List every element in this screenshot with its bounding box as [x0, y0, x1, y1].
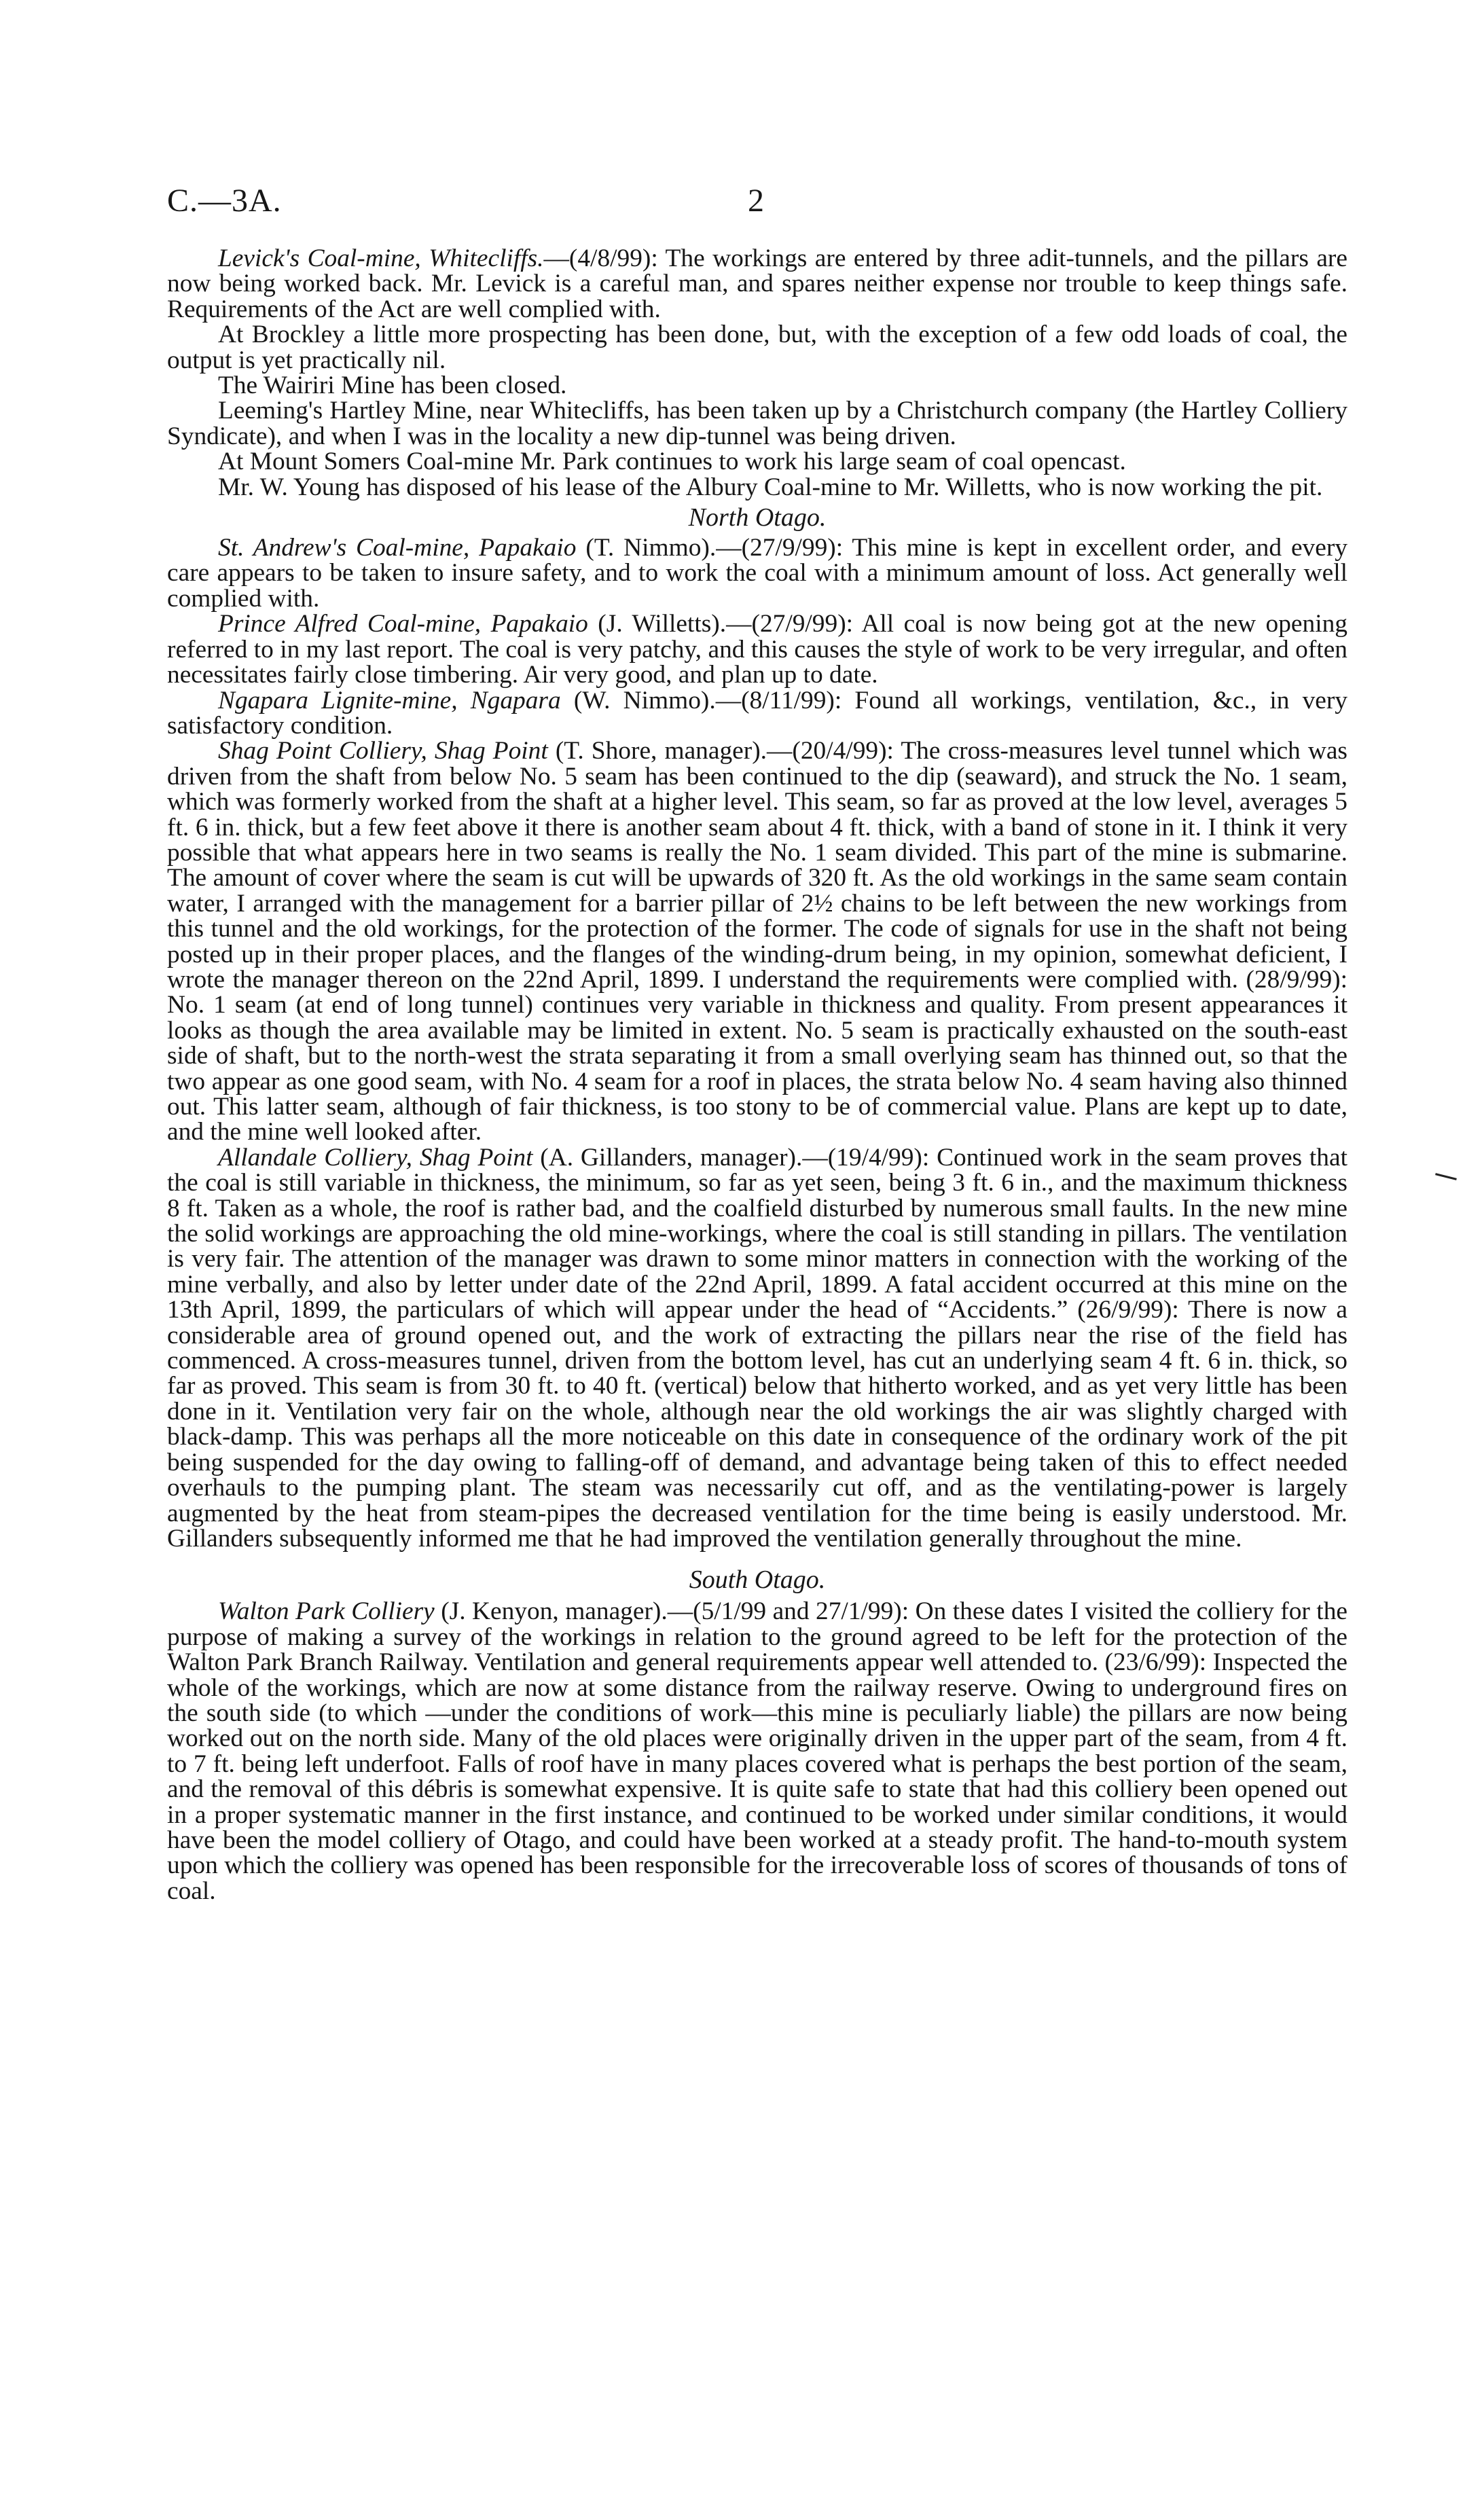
paragraph-ngapara	[167, 688, 1347, 739]
paragraph-text: At Mount Somers Coal-mine Mr. Park continues to work his large seam of coal opencast.	[218, 448, 1126, 476]
paragraph-text: (A. Gillanders, manager).—(19/4/99): Continued work in the seam proves that the coal is still variable in thickness, the minimum, so far as yet seen, being 3 ft. 6 in., and the maximum thickness 8 ft. Taken as a whole, the roof is rather bad, and the coalfield disturbed by numerous small faults. In the new mine the solid workings are approaching the old mine-workings, where the coal is still standing in pillars. The ventilation is very fair. The attention of the manager was drawn to some minor matters in connection with the working of the mine verbally, and also by letter under date of the 22nd April, 1899. A fatal accident occurred at this mine on the 13th April, 1899, the particulars of which will appear under the head of “Accidents.” (26/9/99): There is now a considerable area of ground opened out, and the work of extracting the pillars near the rise of the field has commenced. A cross-measures tunnel, driven from the bottom level, has cut an underlying seam 4 ft. 6 in. thick, so far as proved. This seam is from 30 ft. to 40 ft. (vertical) below that hitherto worked, and as yet very little has been done in it. Ventilation very fair on the whole, although near the old workings the air was slightly charged with black-damp. This was perhaps all the more noticeable on this date in consequence of the ordinary work of the pit being suspended for the day owing to falling-off of demand, and advantage being taken of this to effect needed overhauls to the pumping plant. The steam was necessarily cut off, and as the ventilating-power is largely augmented by the heat from steam-pipes the decreased ventilation for the time being is easily understood. Mr. Gillanders subsequently informed me that he had improved the ventilation generally throughout the mine.	[167, 1143, 1347, 1553]
paragraph-walton-park	[167, 1599, 1347, 1904]
paragraph-text: Mr. W. Young has disposed of his lease of the Albury Coal-mine to Mr. Willetts, who is now working the pit.	[218, 473, 1323, 501]
paragraph-text: Leeming's Hartley Mine, near Whitecliffs, has been taken up by a Christchurch company (the Hartley Colliery Syndicate), and when I was in the locality a new dip-tunnel was being driven.	[167, 397, 1347, 450]
paragraph-shag-point	[167, 738, 1347, 1145]
paragraph-mount-somers	[167, 449, 1347, 474]
mine-title: Walton Park Colliery	[218, 1597, 435, 1626]
paragraph-allandale	[167, 1145, 1347, 1552]
paragraph-prince-alfred	[167, 611, 1347, 687]
paragraph-brockley	[167, 322, 1347, 373]
paragraph-hartley	[167, 398, 1347, 449]
section-heading-south-otago: South Otago.	[689, 1565, 826, 1595]
paragraph-levick	[167, 246, 1347, 322]
mine-title: Ngapara Lignite-mine, Ngapara	[218, 686, 561, 714]
report-body	[167, 246, 1347, 1904]
paragraph-text: (J. Willetts).—(27/9/99): All coal is now being got at the new opening referred to in my last report. The coal is very patchy, and this causes the style of work to be very irregular, and often necessitates fairly close timbering. Air very good, and plan up to date.	[167, 610, 1347, 689]
paragraph-text: (J. Kenyon, manager).—(5/1/99 and 27/1/99): On these dates I visited the colliery for the purpose of making a survey of the workings in relation to the ground agreed to be left for the protection of the Walton Park Branch Railway. Ventilation and general requirements appear well attended to. (23/6/99): Inspected the whole of the workings, which are now at some distance from the railway reserve. Owing to underground fires on the south side (to which —under the conditions of work—this mine is peculiarly liable) the pillars are now being worked out on the north side. Many of the old places were originally driven in the upper part of the seam, from 4 ft. to 7 ft. being left underfoot. Falls of roof have in many places covered what is perhaps the best portion of the seam, and the removal of this débris is somewhat expensive. It is quite safe to state that had this colliery been opened out in a proper systematic manner in the first instance, and continued to be worked under similar conditions, it would have been the model colliery of Otago, and could have been worked at a steady profit. The hand-to-mouth system upon which the colliery was opened has been responsible for the irrecoverable loss of scores of thousands of tons of coal.	[167, 1597, 1347, 1905]
paragraph-text: (T. Nimmo).—(27/9/99): This mine is kept in excellent order, and every care appears to be taken to insure safety, and to work the coal with a minimum amount of loss. Act generally well complied with.	[167, 534, 1347, 613]
document-reference: C.—3A.	[167, 183, 282, 219]
mine-title: Shag Point Colliery, Shag Point	[218, 737, 548, 765]
paragraph-albury	[167, 475, 1347, 500]
mine-title: Allandale Colliery, Shag Point	[218, 1143, 533, 1172]
mine-title: St. Andrew's Coal-mine, Papakaio	[218, 534, 577, 562]
page-number: 2	[748, 183, 764, 219]
paragraph-text: At Brockley a little more prospecting has been done, but, with the exception of a few odd loads of coal, the output is yet practically nil.	[167, 321, 1347, 374]
section-heading-north-otago: North Otago.	[688, 503, 827, 532]
paragraph-text: —(4/8/99): The workings are entered by three adit-tunnels, and the pillars are now being worked back. Mr. Levick is a careful man, and spares neither expense nor trouble to keep things safe. Requirements of the Act are well complied with.	[167, 244, 1347, 323]
page-header	[167, 182, 1335, 236]
mine-title: Levick's Coal-mine, Whitecliffs.	[218, 244, 544, 272]
paragraph-text: (T. Shore, manager).—(20/4/99): The cross-measures level tunnel which was driven from the shaft from below No. 5 seam has been continued to the dip (seaward), and struck the No. 1 seam, which was formerly worked from the shaft at a higher level. This seam, so far as proved at the low level, averages 5 ft. 6 in. thick, but a few feet above it there is another seam about 4 ft. thick, with a band of stone in it. I think it very possible that what appears here in two seams is really the No. 1 seam divided. This part of the mine is submarine. The amount of cover where the seam is cut will be upwards of 320 ft. As the old workings in the same seam contain water, I arranged with the management for a barrier pillar of 2½ chains to be left between the new workings from this tunnel and the old workings, for the protection of the former. The code of signals for use in the shaft not being posted up in their proper places, and the flanges of the winding-drum being, in my opinion, somewhat deficient, I wrote the manager thereon on the 22nd April, 1899. I understand the requirements were complied with. (28/9/99): No. 1 seam (at end of long tunnel) continues very variable in thickness and quality. From present appearances it looks as though the area available may be limited in extent. No. 5 seam is practically exhausted on the south-east side of shaft, but to the north-west the strata separating it from a small overlying seam has thinned out, so that the two appear as one good seam, with No. 4 seam for a roof in places, the strata below No. 4 seam having also thinned out. This latter seam, although of fair thickness, is too stony to be of commercial value. Plans are kept up to date, and the mine well looked after.	[167, 737, 1347, 1146]
paragraph-text: The Wairiri Mine has been closed.	[218, 371, 567, 400]
paragraph-wairiri	[167, 373, 1347, 398]
mine-title: Prince Alfred Coal-mine, Papakaio	[218, 610, 588, 638]
paragraph-text: (W. Nimmo).—(8/11/99): Found all workings, ventilation, &c., in very satisfactory condition.	[167, 686, 1348, 740]
margin-mark	[1435, 1173, 1457, 1180]
paragraph-st-andrews	[167, 535, 1347, 611]
